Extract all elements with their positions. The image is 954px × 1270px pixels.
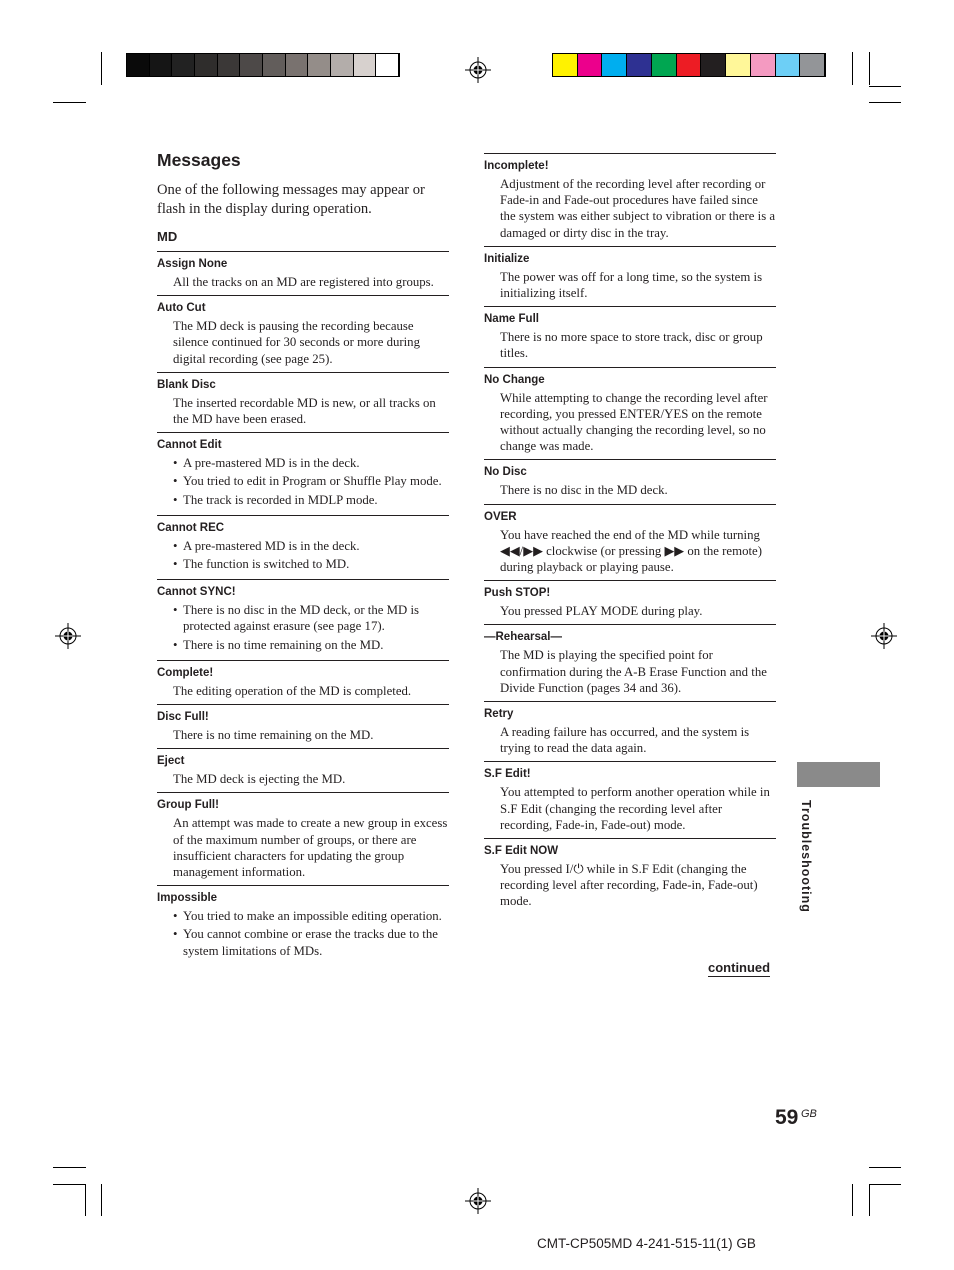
message-bullet-item: • A pre-mastered MD is in the deck. [173,538,449,554]
message-entry [157,251,449,295]
message-entry [484,153,776,246]
color-swatch [677,54,702,76]
side-label: Troubleshooting [799,800,813,913]
message-entry [484,504,776,581]
message-description: The editing operation of the MD is completed. [173,683,412,698]
color-swatch [578,54,603,76]
continued-label: continued [708,960,771,975]
message-description: There is no disc in the MD deck. [500,483,668,498]
message-bullet-item: • You cannot combine or erase the tracks due to the system limitations of MDs. [173,926,449,958]
crop-mark [852,1184,853,1216]
message-description: You attempted to perform another operation while in S.F Edit (changing the recording level after recording, Fade-in, Fade-out) mode. [500,785,770,832]
message-description: The MD deck is pausing the recording because silence continued for 30 seconds or more during digital recording (see page 25). [173,319,420,366]
crop-mark [852,52,853,85]
section-tab [797,762,880,787]
message-heading: Retry [484,708,514,721]
message-bullets [157,602,449,653]
color-swatch [800,54,825,76]
message-entry [484,701,776,761]
section-title: Messages [157,150,241,170]
message-description: There is no time remaining on the MD. [173,728,374,743]
message-entry [157,579,449,660]
message-entry [157,660,449,704]
message-list-left [157,251,449,966]
message-bullet-item: • The track is recorded in MDLP mode. [173,492,449,508]
crop-mark [85,1184,86,1216]
message-list-right [484,153,776,915]
message-heading: No Disc [484,466,527,479]
message-heading: Group Full! [157,799,219,812]
crop-mark [53,1167,86,1168]
left-column [157,150,449,966]
message-description: The MD is playing the specified point for confirmation during the A-B Erase Function and the Divide Function (pages 34 and 36). [500,648,767,695]
message-entry [157,748,449,792]
message-heading: Auto Cut [157,302,206,315]
message-bullet-item: • You tried to edit in Program or Shuffle Play mode. [173,473,449,489]
message-entry [484,624,776,701]
message-heading: OVER [484,510,517,523]
color-swatch [602,54,627,76]
crop-mark [869,1167,901,1168]
message-description: You have reached the end of the MD while turning ◀◀/▶▶ clockwise (or pressing ▶▶ on the remote) during playback or playing pause. [500,527,762,575]
message-heading: Disc Full! [157,711,209,724]
color-swatch [354,54,377,76]
crop-mark [869,1184,901,1185]
message-entry [484,459,776,503]
message-description: Adjustment of the recording level after recording or Fade-in and Fade-out procedures have failed since the system was either subject to vibration or there is a damaged or dirty disc in the tray. [500,177,776,240]
message-description: The inserted recordable MD is new, or all tracks on the MD have been erased. [173,395,436,427]
message-bullet-item: • There is no disc in the MD deck, or the MD is protected against erasure (see page 17). [173,602,449,634]
color-swatch [240,54,263,76]
registration-mark-icon [465,1188,491,1214]
color-swatch [331,54,354,76]
color-swatch [376,54,399,76]
color-swatch [751,54,776,76]
color-swatch [701,54,726,76]
crop-mark [869,52,870,85]
message-heading: Blank Disc [157,378,216,391]
message-entry [157,372,449,432]
message-heading: Impossible [157,892,218,905]
page-number: 59 [775,1106,799,1129]
message-bullet-item: • You tried to make an impossible editing operation. [173,908,449,924]
message-bullets [157,908,449,959]
message-heading: Cannot SYNC! [157,586,236,599]
message-heading: Cannot REC [157,521,225,534]
intro-text: One of the following messages may appear or flash in the display during operation. [157,182,425,217]
message-description: All the tracks on an MD are registered into groups. [173,275,434,289]
crop-mark [101,1184,102,1216]
message-bullet-item: • A pre-mastered MD is in the deck. [173,455,449,471]
message-heading: Name Full [484,313,539,326]
color-swatch [726,54,751,76]
color-swatch [553,54,578,76]
crop-mark [53,1184,86,1185]
message-entry [157,295,449,372]
grayscale-calibration-bar [126,53,400,77]
color-swatch [218,54,241,76]
subsection-title: MD [157,229,178,244]
message-entry [484,306,776,366]
color-swatch [172,54,195,76]
message-entry [484,838,776,915]
message-entry [484,761,776,838]
document-code: CMT-CP505MD 4-241-515-11(1) GB [537,1236,756,1251]
registration-mark-icon [465,57,491,83]
message-entry [484,367,776,460]
color-swatch [627,54,652,76]
color-swatch [127,54,150,76]
message-bullets [157,455,449,508]
crop-mark [101,52,102,85]
color-swatch [776,54,801,76]
message-heading: S.F Edit NOW [484,845,559,858]
message-description: A reading failure has occurred, and the system is trying to read the data again. [500,725,750,756]
page-suffix: GB [801,1108,817,1120]
crop-mark [869,102,901,103]
message-description: The MD deck is ejecting the MD. [173,772,346,787]
message-bullets [157,538,449,572]
message-entry [157,515,449,579]
message-heading: Push STOP! [484,587,551,600]
message-entry [157,432,449,515]
message-heading: Eject [157,755,185,768]
message-description: The power was off for a long time, so the system is initializing itself. [500,269,763,301]
message-description: While attempting to change the recording level after recording, you pressed ENTER/YES on the remote without actually changing the recording level, so no change was made. [500,390,768,454]
message-description: An attempt was made to create a new group in excess of the maximum number of groups, or there are insufficient characters for updating the group management information. [173,816,448,880]
crop-mark [869,86,901,87]
color-swatch [308,54,331,76]
message-entry [484,246,776,306]
color-swatch [195,54,218,76]
message-entry [157,792,449,885]
color-swatch [652,54,677,76]
message-description: There is no more space to store track, disc or group titles. [500,330,763,361]
color-calibration-bar [552,53,826,77]
message-heading: Incomplete! [484,160,549,172]
message-heading: Complete! [157,666,214,679]
crop-mark [53,102,86,103]
message-bullet-item: • The function is switched to MD. [173,556,449,572]
right-column [484,153,776,915]
message-description: You pressed PLAY MODE during play. [500,604,703,619]
message-heading: S.F Edit! [484,768,531,781]
crop-mark [869,1184,870,1216]
registration-mark-icon [55,623,81,649]
message-heading: Initialize [484,252,530,265]
message-description: You pressed I/⏻ while in S.F Edit (changing the recording level after recording, Fade-in, Fade-out) mode. [500,862,758,909]
message-entry [157,885,449,966]
message-heading: No Change [484,373,545,386]
color-swatch [263,54,286,76]
message-heading: —Rehearsal— [484,631,562,644]
message-bullet-item: • There is no time remaining on the MD. [173,637,449,653]
message-heading: Assign None [157,258,228,270]
message-heading: Cannot Edit [157,439,222,452]
message-entry [484,580,776,624]
message-entry [157,704,449,748]
color-swatch [150,54,173,76]
color-swatch [286,54,309,76]
registration-mark-icon [871,623,897,649]
